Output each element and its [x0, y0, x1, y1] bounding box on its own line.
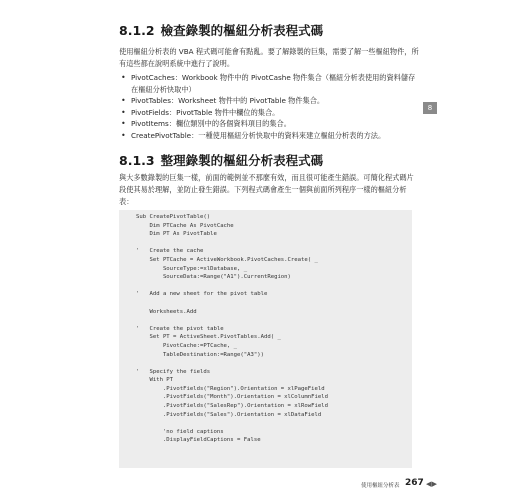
list-item: • CreatePivotTable：一種使用樞紐分析快取中的資料來建立樞紐分析表的方法。: [121, 130, 386, 140]
section-heading-8-1-3: [119, 151, 323, 169]
section-title-text: 檢查錄製的樞紐分析表程式碼: [160, 23, 324, 38]
code-text: Sub CreatePivotTable() Dim PTCache As PivotCache Dim PT As PivotTable ' Create the cache Set PTCache = ActiveWorkbook.PivotCaches.Create( _ SourceType:=xlDatabase, _ SourceData:=Range("A1").CurrentRegion) ' Add a new sheet for the pivot table Worksheets.Add ' Create the pivot table Set PT = ActiveSheet.PivotTables.Add( _ PivotCache:=PTCache, _ TableDestination:=Range("A3")) ' Specify the fields With PT .PivotFields("Region").Orientation = xlPageField .PivotFields("Month").Orientation = xlColumnField .PivotFields("SalesRep").Orientation = xlRowField .PivotFields("Sales").Orientation = xlDataField 'no field captions .DisplayFieldCaptions = False: [136, 214, 328, 444]
section-number: 8.1.3: [119, 153, 155, 168]
bullet-icon: •: [121, 107, 126, 117]
code-listing: [119, 210, 412, 468]
pivot-objects-list: [119, 72, 419, 141]
section-number: 8.1.2: [119, 23, 155, 38]
bullet-icon: •: [121, 130, 126, 140]
page-marks-icon: ◀ ▶: [426, 480, 436, 488]
section-heading-8-1-2: [119, 21, 323, 39]
intro-paragraph: 使用樞紐分析表的 VBA 程式碼可能會有點亂。要了解錄製的巨集，需要了解一些樞紐物件，所有這些都在說明系統中進行了說明。: [119, 47, 419, 68]
chapter-tab: 8: [423, 102, 437, 114]
page-footer: [0, 478, 520, 492]
bullet-icon: •: [121, 73, 126, 82]
bullet-icon: •: [121, 119, 126, 128]
bullet-icon: •: [121, 96, 126, 105]
footer-chapter-label: 使用樞紐分析表: [361, 483, 400, 489]
list-item: • PivotFields：PivotTable 物件中欄位的集合。: [121, 107, 280, 117]
cleanup-paragraph: 與大多數錄製的巨集一樣，前面的範例並不那麼有效，而且很可能產生錯誤。可簡化程式碼片段使其易於理解，並防止發生錯誤。下列程式碼會產生一個與前面所列程序一樣的樞紐分析表：: [119, 173, 414, 206]
section-title-text: 整理錄製的樞紐分析表程式碼: [160, 153, 324, 168]
page-number: 267: [405, 478, 424, 488]
list-item: • PivotItems：欄位類別中的各個資料項目的集合。: [121, 119, 291, 128]
list-item: • PivotTables：Worksheet 物件中的 PivotTable 物件集合。: [121, 96, 325, 105]
list-item: • PivotCaches：Workbook 物件中的 PivotCashe 物件集合（樞紐分析表使用的資料儲存在樞紐分析快取中）: [121, 73, 416, 94]
